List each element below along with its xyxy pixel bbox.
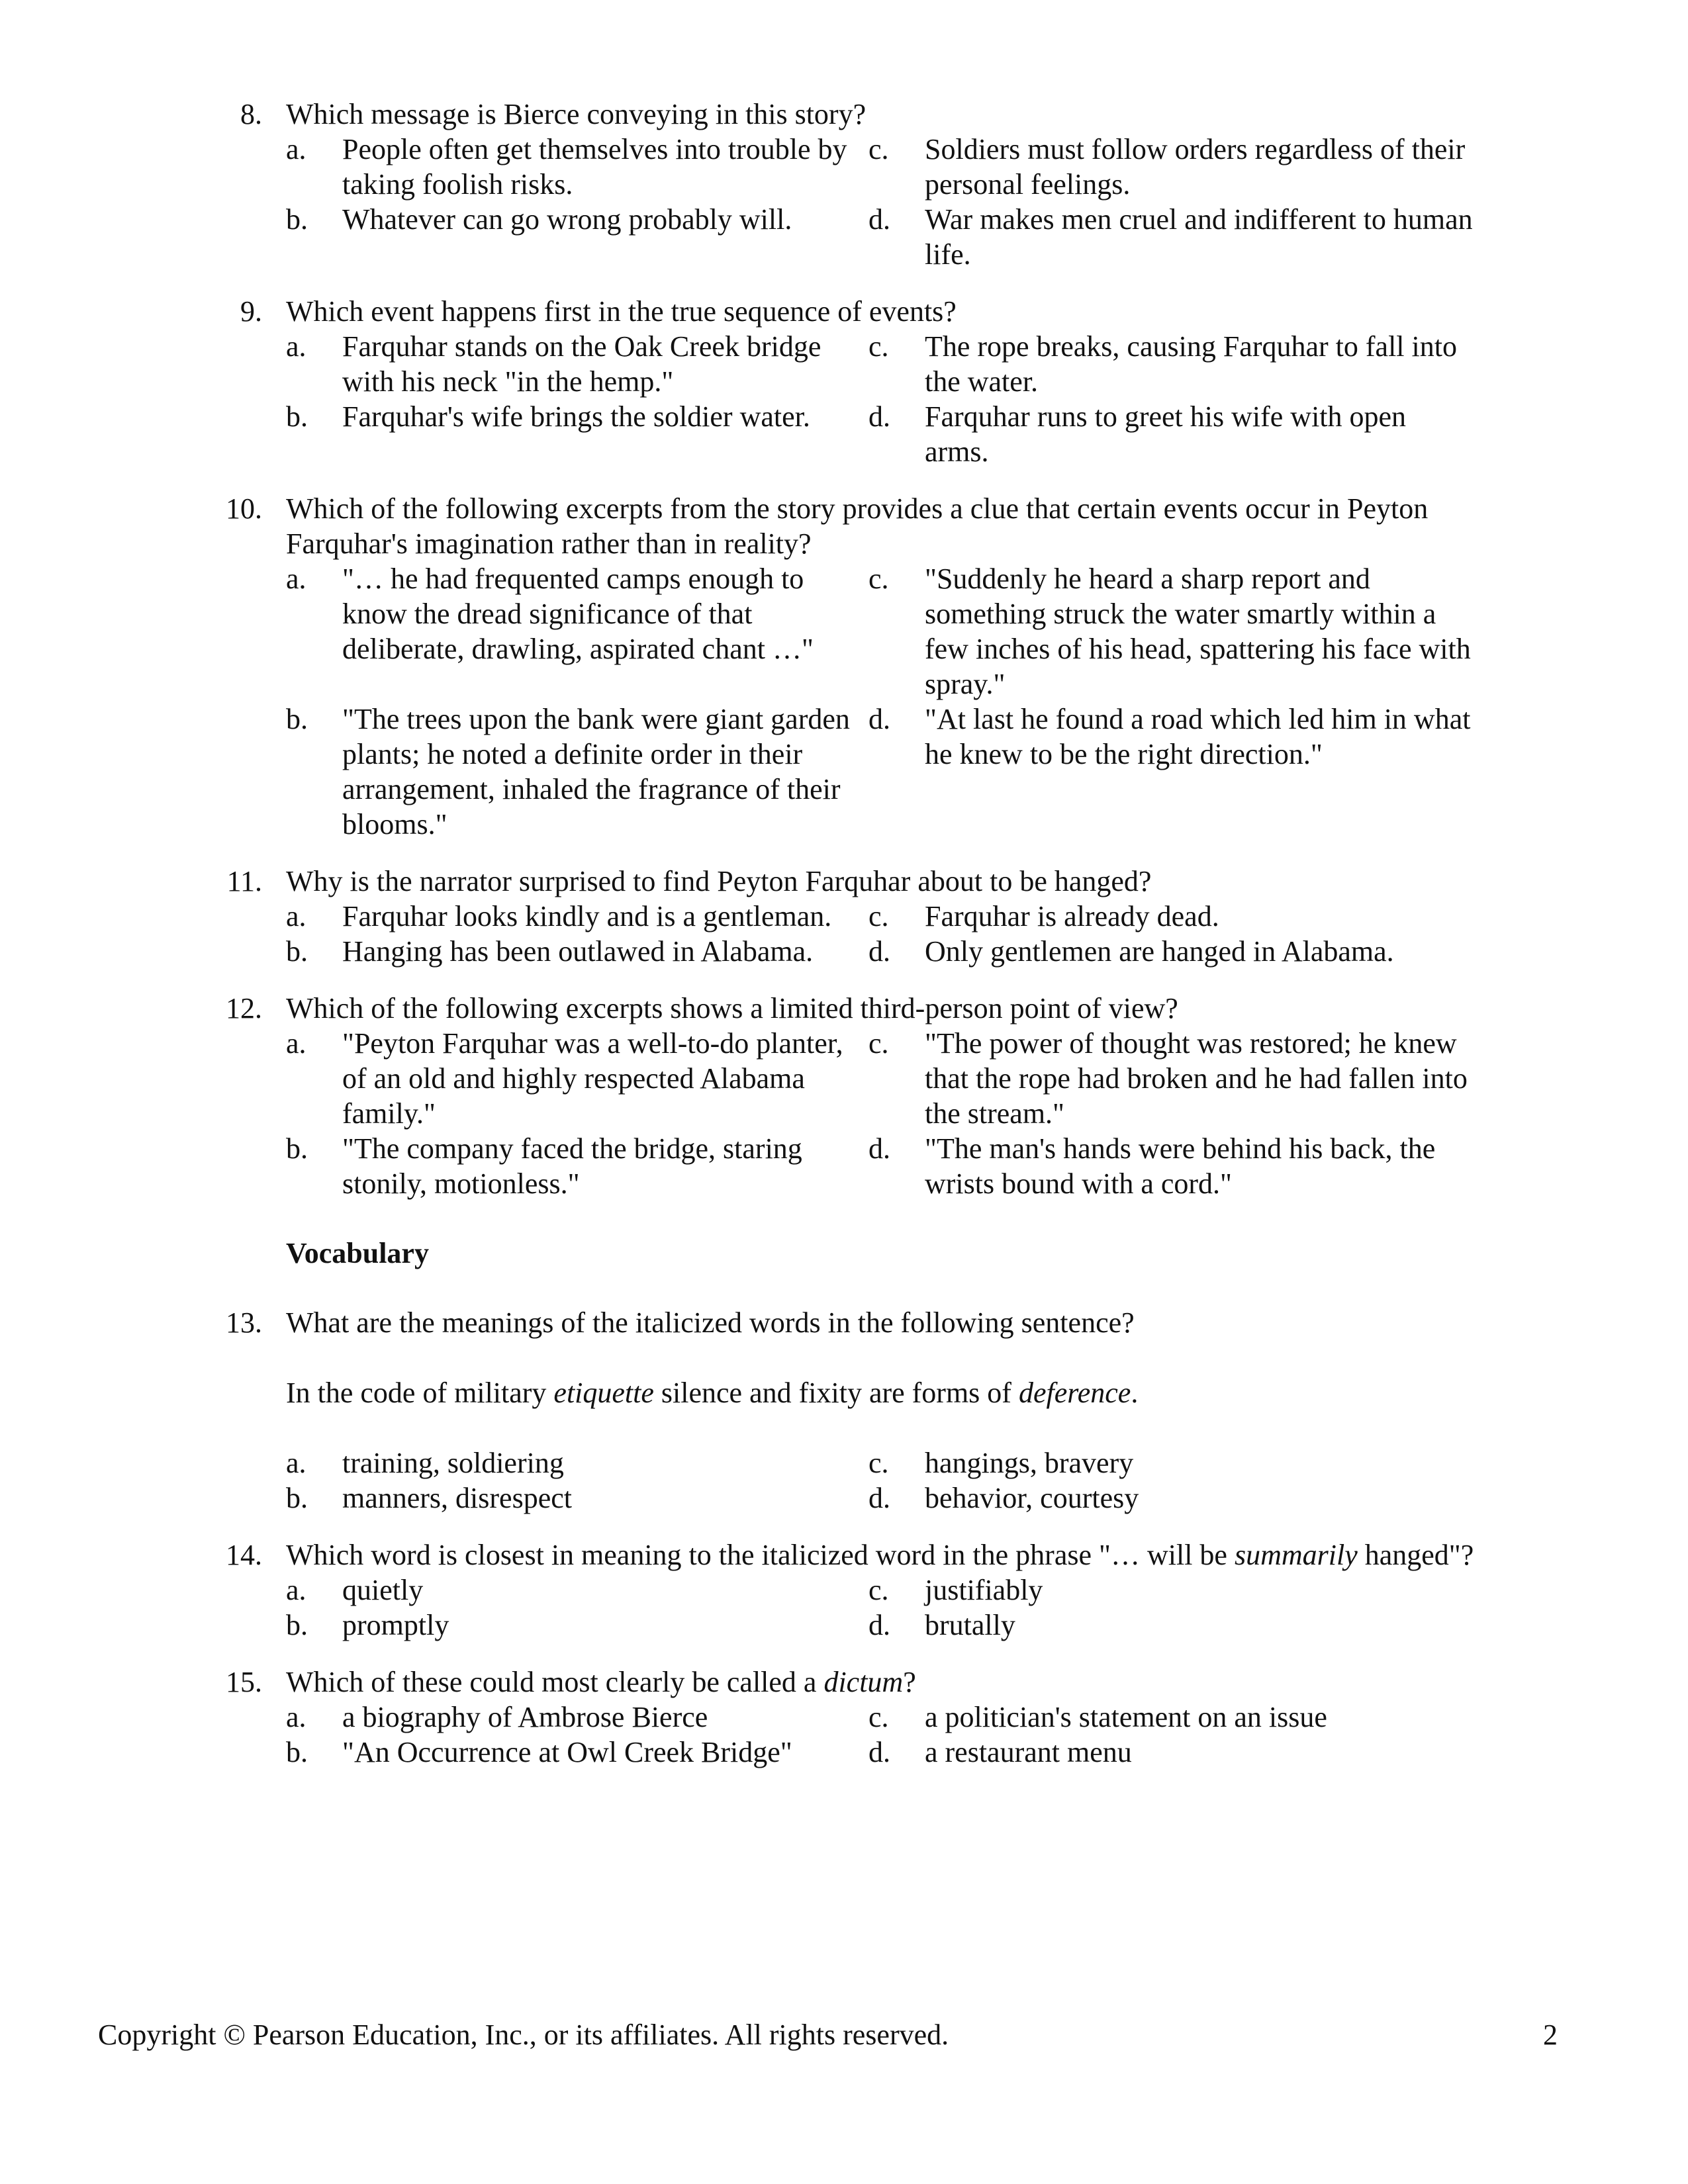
copyright-footer: Copyright © Pearson Education, Inc., or its affiliates. All rights reserved. [98, 2019, 949, 2051]
choice-text: Farquhar's wife brings the soldier water. [342, 400, 810, 433]
choice-b [286, 1735, 868, 1770]
choice-d [868, 1131, 1476, 1201]
choice-text: Only gentlemen are hanged in Alabama. [925, 935, 1394, 968]
choice-a [286, 1026, 868, 1131]
choice-letter: c. [868, 900, 889, 933]
choice-c [868, 1026, 1476, 1131]
choice-a [286, 1445, 868, 1480]
choice-text: "The company faced the bridge, staring stonily, motionless." [342, 1132, 802, 1200]
section-heading: Vocabulary [286, 1237, 429, 1269]
choice-text: "The trees upon the bank were giant garden plants; he noted a definite order in their arrangement, inhaled the fragrance of their blooms." [342, 703, 850, 841]
choice-letter: c. [868, 563, 889, 595]
choice-text: Farquhar runs to greet his wife with open arms. [925, 400, 1407, 468]
choice-b [286, 1608, 868, 1643]
choice-text: Hanging has been outlawed in Alabama. [342, 935, 814, 968]
question-number: 14. [226, 1539, 262, 1571]
choice-b [286, 1131, 868, 1201]
question-number: 13. [226, 1306, 262, 1339]
choice-letter: d. [868, 935, 890, 968]
answer-choices [286, 329, 1476, 469]
choice-text: behavior, courtesy [925, 1482, 1139, 1514]
choice-c [868, 1445, 1476, 1480]
question-9 [218, 294, 1476, 469]
choice-letter: c. [868, 133, 889, 165]
choice-letter: b. [286, 1482, 308, 1514]
choice-letter: a. [286, 900, 306, 933]
choice-text: Farquhar stands on the Oak Creek bridge with his neck "in the hemp." [342, 330, 821, 398]
choice-letter: b. [286, 400, 308, 433]
choice-text: "Suddenly he heard a sharp report and something struck the water smartly within a few inches of his head, spattering his face with spray." [925, 563, 1471, 700]
answer-choices [286, 1572, 1476, 1643]
choice-letter: c. [868, 1447, 889, 1479]
choice-text: "… he had frequented camps enough to know the dread significance of that deliberate, drawling, aspirated chant …" [342, 563, 814, 665]
choice-b [286, 202, 868, 272]
choice-text: a politician's statement on an issue [925, 1701, 1327, 1733]
question-number: 8. [240, 98, 262, 130]
choice-text: Farquhar is already dead. [925, 900, 1219, 933]
choice-text: a biography of Ambrose Bierce [342, 1701, 708, 1733]
choice-a [286, 1572, 868, 1608]
choice-text: training, soldiering [342, 1447, 564, 1479]
choice-letter: a. [286, 1701, 306, 1733]
choice-d [868, 934, 1476, 969]
choice-text: justifiably [925, 1574, 1043, 1606]
choice-d [868, 1480, 1476, 1516]
choice-c [868, 899, 1476, 934]
question-text: What are the meanings of the italicized words in the following sentence? [286, 1306, 1135, 1339]
choice-text: "The man's hands were behind his back, the wrists bound with a cord." [925, 1132, 1436, 1200]
question-text: Which of the following excerpts from the story provides a clue that certain events occur in Peyton Farquhar's imagination rather than in reality? [286, 492, 1429, 560]
choice-text: brutally [925, 1609, 1015, 1641]
choice-letter: b. [286, 703, 308, 735]
italic-word: summarily [1234, 1539, 1358, 1571]
question-text: Which of these could most clearly be called a dictum? [286, 1666, 916, 1698]
answer-choices [286, 561, 1476, 842]
choice-a [286, 899, 868, 934]
choice-letter: d. [868, 1482, 890, 1514]
choice-c [868, 1572, 1476, 1608]
choice-d [868, 702, 1476, 842]
choice-c [868, 329, 1476, 399]
question-8 [218, 97, 1476, 272]
choice-letter: d. [868, 1132, 890, 1165]
choice-d [868, 399, 1476, 469]
choice-text: Soldiers must follow orders regardless of their personal feelings. [925, 133, 1466, 201]
choice-letter: b. [286, 1132, 308, 1165]
choice-letter: a. [286, 133, 306, 165]
choice-text: War makes men cruel and indifferent to human life. [925, 203, 1473, 271]
choice-text: "Peyton Farquhar was a well-to-do planter, of an old and highly respected Alabama family." [342, 1027, 843, 1130]
choice-letter: d. [868, 203, 890, 236]
choice-text: "At last he found a road which led him in what he knew to be the right direction." [925, 703, 1471, 770]
choice-letter: c. [868, 1027, 889, 1060]
question-14 [218, 1537, 1476, 1643]
page-number: 2 [1543, 2019, 1558, 2051]
choice-a [286, 561, 868, 702]
choice-text: People often get themselves into trouble by taking foolish risks. [342, 133, 847, 201]
question-text: Which word is closest in meaning to the italicized word in the phrase "… will be summarily hanged"? [286, 1539, 1474, 1571]
answer-choices [286, 1026, 1476, 1201]
italic-word: etiquette [553, 1377, 654, 1409]
question-number: 10. [226, 492, 262, 525]
choice-letter: d. [868, 703, 890, 735]
choice-a [286, 132, 868, 202]
choice-a [286, 1700, 868, 1735]
choice-letter: a. [286, 1574, 306, 1606]
choice-text: Farquhar looks kindly and is a gentleman. [342, 900, 832, 933]
choice-letter: c. [868, 330, 889, 363]
question-11 [218, 864, 1476, 969]
italic-word: dictum [823, 1666, 904, 1698]
choice-b [286, 934, 868, 969]
question-number: 11. [226, 865, 262, 897]
question-13 [218, 1305, 1476, 1516]
answer-choices [286, 899, 1476, 969]
question-text: Why is the narrator surprised to find Peyton Farquhar about to be hanged? [286, 865, 1152, 897]
choice-text: "An Occurrence at Owl Creek Bridge" [342, 1736, 792, 1768]
choice-letter: c. [868, 1574, 889, 1606]
choice-c [868, 132, 1476, 202]
answer-choices [286, 1700, 1476, 1770]
choice-b [286, 1480, 868, 1516]
choice-c [868, 1700, 1476, 1735]
choice-text: promptly [342, 1609, 449, 1641]
choice-letter: b. [286, 203, 308, 236]
choice-d [868, 1608, 1476, 1643]
choice-letter: b. [286, 1609, 308, 1641]
choice-letter: b. [286, 935, 308, 968]
choice-letter: c. [868, 1701, 889, 1733]
choice-d [868, 1735, 1476, 1770]
choice-d [868, 202, 1476, 272]
choice-b [286, 702, 868, 842]
choice-text: Whatever can go wrong probably will. [342, 203, 792, 236]
choice-text: manners, disrespect [342, 1482, 572, 1514]
italic-word: deference [1018, 1377, 1131, 1409]
choice-letter: a. [286, 330, 306, 363]
question-text: Which message is Bierce conveying in this story? [286, 98, 867, 130]
question-text: Which of the following excerpts shows a limited third-person point of view? [286, 992, 1178, 1024]
choice-letter: a. [286, 563, 306, 595]
answer-choices [286, 1445, 1476, 1516]
answer-choices [286, 132, 1476, 272]
question-text: Which event happens first in the true sequence of events? [286, 295, 957, 328]
choice-text: quietly [342, 1574, 424, 1606]
choice-text: hangings, bravery [925, 1447, 1134, 1479]
question-12 [218, 991, 1476, 1201]
question-number: 9. [240, 295, 262, 328]
choice-letter: a. [286, 1447, 306, 1479]
question-number: 12. [226, 992, 262, 1024]
choice-text: a restaurant menu [925, 1736, 1132, 1768]
choice-text: The rope breaks, causing Farquhar to fall into the water. [925, 330, 1457, 398]
choice-letter: d. [868, 1609, 890, 1641]
choice-text: "The power of thought was restored; he knew that the rope had broken and he had fallen into the stream." [925, 1027, 1468, 1130]
choice-b [286, 399, 868, 469]
choice-letter: d. [868, 1736, 890, 1768]
choice-a [286, 329, 868, 399]
example-sentence: In the code of military etiquette silence and fixity are forms of deference. [286, 1377, 1139, 1409]
question-10 [218, 491, 1476, 842]
question-number: 15. [226, 1666, 262, 1698]
question-15 [218, 1664, 1476, 1770]
choice-letter: d. [868, 400, 890, 433]
choice-letter: b. [286, 1736, 308, 1768]
quiz-content [218, 97, 1476, 1770]
choice-c [868, 561, 1476, 702]
choice-letter: a. [286, 1027, 306, 1060]
